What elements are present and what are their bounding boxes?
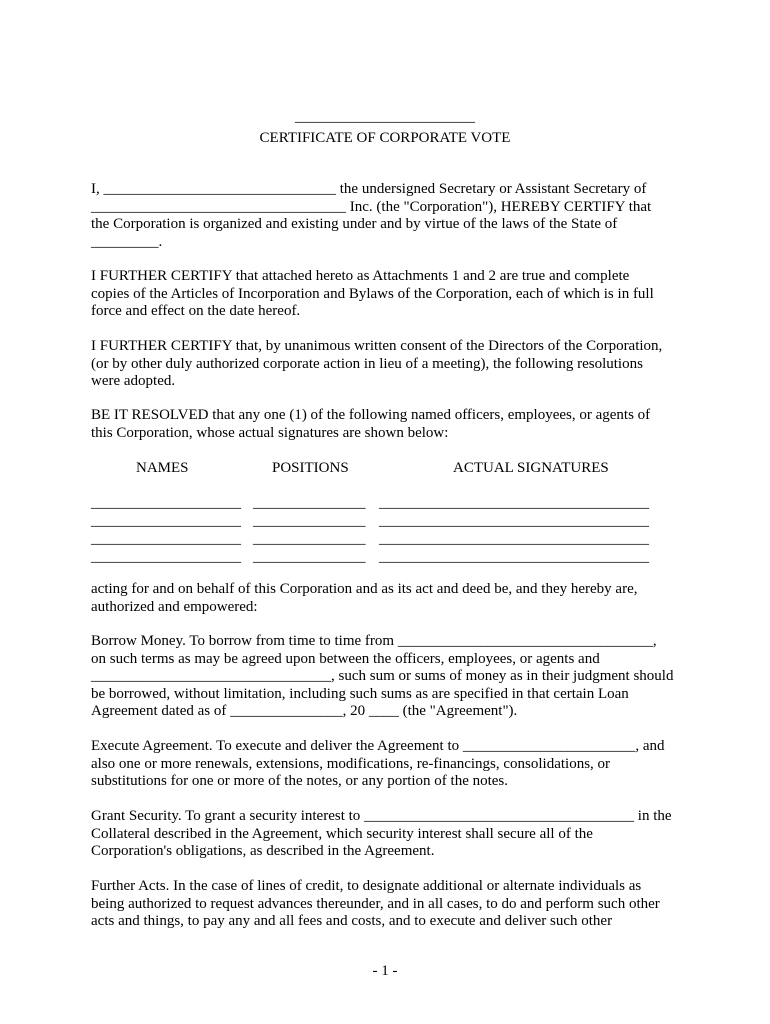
text-line: acts and things, to pay any and all fees and costs, and to execute and deliver such other <box>91 913 613 930</box>
text-line: Borrow Money. To borrow from time to time from __________________________________, <box>91 633 657 649</box>
paragraph-attachments <box>91 268 691 321</box>
paragraph-acting-for <box>91 581 691 616</box>
paragraph-further-acts <box>91 878 691 931</box>
text-line: (or by other duly authorized corporate action in lieu of a meeting), the following resolutions <box>91 355 643 372</box>
text-line: be borrowed, without limitation, including such sums as are specified in that certain Loan <box>91 685 629 702</box>
text-line: this Corporation, whose actual signatures are shown below: <box>91 424 449 441</box>
text-line: Further Acts. In the case of lines of credit, to designate additional or alternate individuals as <box>91 878 642 894</box>
column-header-signatures: ACTUAL SIGNATURES <box>453 460 609 476</box>
text-line: Agreement dated as of _______________, 20 ____ (the "Agreement"). <box>91 703 518 720</box>
text-line: also one or more renewals, extensions, modifications, re-financings, consolidations, or <box>91 755 611 772</box>
text-line: Collateral described in the Agreement, which security interest shall secure all of the <box>91 825 593 842</box>
signature-blank: ____________________________________ <box>379 549 649 565</box>
title-blank-line: ________________________ <box>295 109 475 125</box>
text-line: BE IT RESOLVED that any one (1) of the following named officers, employees, or agents of <box>91 407 651 423</box>
paragraph-execute-agreement <box>91 738 691 791</box>
paragraph-resolutions <box>91 338 691 391</box>
text-line: being authorized to request advances thereunder, and in all cases, to do and perform such other <box>91 895 660 912</box>
signature-row <box>0 494 770 512</box>
signature-blank: ____________________________________ <box>379 495 649 511</box>
paragraph-certify-secretary <box>91 181 691 251</box>
page-number: - 1 - <box>372 963 398 979</box>
signature-row <box>0 548 770 566</box>
text-line: the Corporation is organized and existing under and by virtue of the laws of the State of <box>91 216 618 233</box>
signature-blank: ____________________________________ <box>379 531 649 547</box>
text-line: authorized and empowered: <box>91 598 258 615</box>
text-line: I FURTHER CERTIFY that, by unanimous written consent of the Directors of the Corporation, <box>91 338 663 354</box>
text-line: __________________________________ Inc. (the "Corporation"), HEREBY CERTIFY that <box>91 198 652 215</box>
position-blank: _______________ <box>253 531 366 547</box>
text-line: force and effect on the date hereof. <box>91 303 301 320</box>
column-header-names: NAMES <box>136 460 189 476</box>
text-line: copies of the Articles of Incorporation and Bylaws of the Corporation, each of which is in full <box>91 285 654 302</box>
text-line: _________. <box>91 233 163 250</box>
text-line: Grant Security. To grant a security interest to ____________________________________ in the <box>91 808 672 824</box>
name-blank: ____________________ <box>91 513 241 529</box>
text-line: ________________________________, such sum or sums of money as in their judgment should <box>91 668 674 685</box>
signature-row <box>0 530 770 548</box>
text-line: on such terms as may be agreed upon between the officers, employees, or agents and <box>91 650 600 667</box>
position-blank: _______________ <box>253 513 366 529</box>
text-line: Execute Agreement. To execute and deliver the Agreement to _______________________, and <box>91 738 665 754</box>
text-line: were adopted. <box>91 373 176 390</box>
name-blank: ____________________ <box>91 549 241 565</box>
text-line: acting for and on behalf of this Corporation and as its act and deed be, and they hereby are, <box>91 581 638 597</box>
text-line: I, _______________________________ the undersigned Secretary or Assistant Secretary of <box>91 181 647 197</box>
position-blank: _______________ <box>253 549 366 565</box>
text-line: I FURTHER CERTIFY that attached hereto as Attachments 1 and 2 are true and complete <box>91 268 630 284</box>
signature-row <box>0 512 770 530</box>
name-blank: ____________________ <box>91 495 241 511</box>
column-header-positions: POSITIONS <box>272 460 349 476</box>
position-blank: _______________ <box>253 495 366 511</box>
signature-blank: ____________________________________ <box>379 513 649 529</box>
paragraph-borrow-money <box>91 633 691 721</box>
paragraph-grant-security <box>91 808 691 861</box>
text-line: Corporation's obligations, as described in the Agreement. <box>91 843 435 860</box>
text-line: substitutions for one or more of the notes, or any portion of the notes. <box>91 773 509 790</box>
paragraph-be-it-resolved <box>91 407 691 442</box>
document-title: CERTIFICATE OF CORPORATE VOTE <box>259 130 511 146</box>
name-blank: ____________________ <box>91 531 241 547</box>
